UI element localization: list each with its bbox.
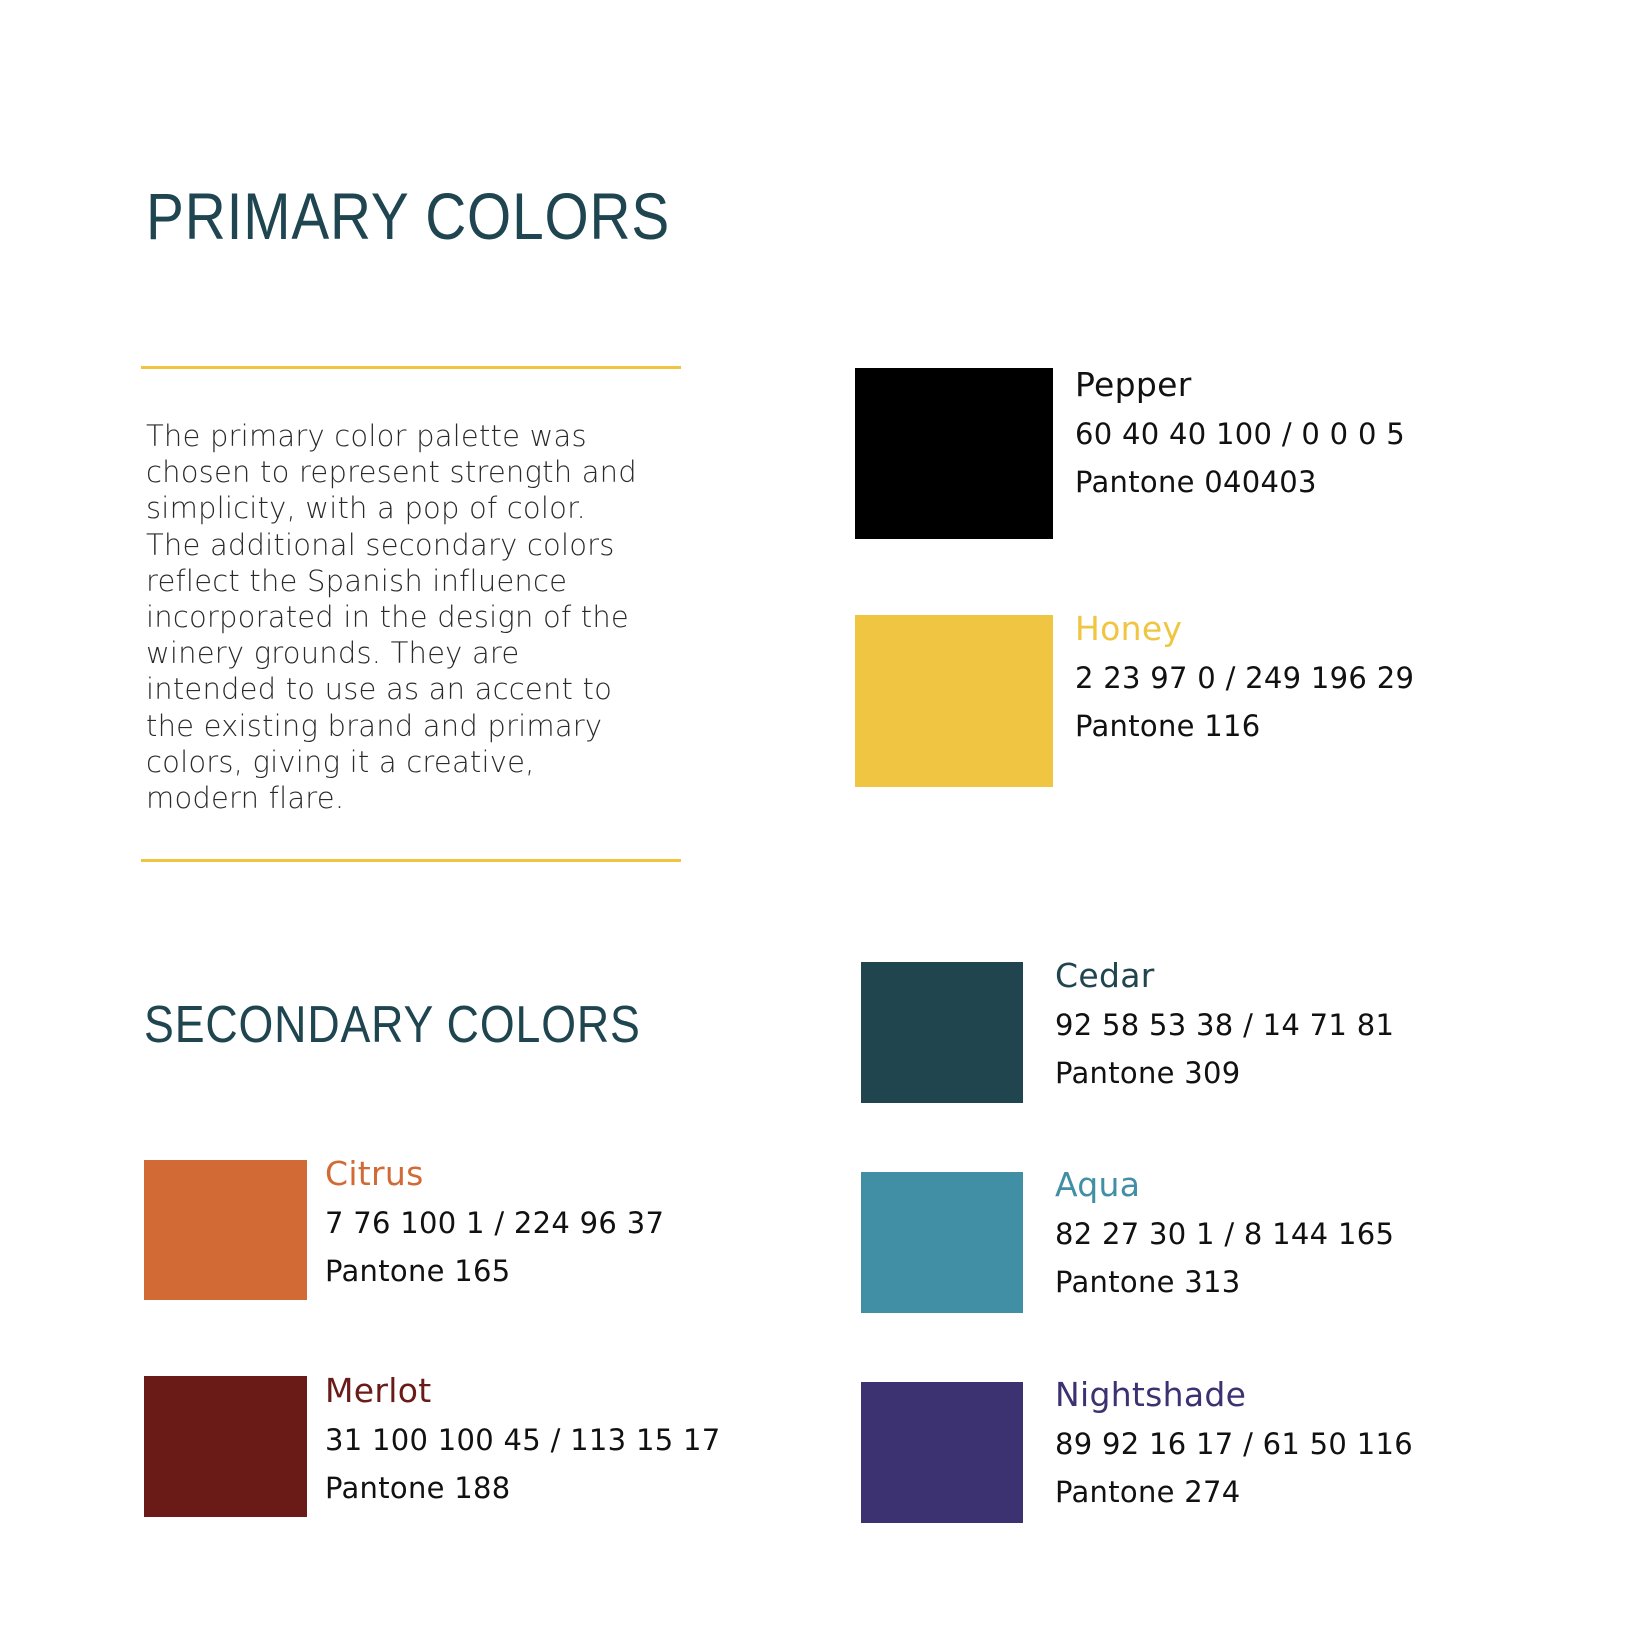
- color-codes-merlot: 31 100 100 45 / 113 15 17: [325, 1423, 721, 1457]
- pantone-honey: Pantone 116: [1075, 709, 1261, 743]
- color-codes-aqua: 82 27 30 1 / 8 144 165: [1055, 1217, 1395, 1251]
- pantone-citrus: Pantone 165: [325, 1254, 511, 1288]
- color-codes-citrus: 7 76 100 1 / 224 96 37: [325, 1206, 665, 1240]
- color-codes-nightshade: 89 92 16 17 / 61 50 116: [1055, 1427, 1413, 1461]
- color-info-honey: [1075, 610, 1414, 750]
- color-name-aqua: Aqua: [1055, 1165, 1141, 1204]
- top-accent-rule: [141, 366, 681, 369]
- color-name-honey: Honey: [1075, 609, 1183, 648]
- color-codes-honey: 2 23 97 0 / 249 196 29: [1075, 661, 1415, 695]
- palette-description: The primary color palette was chosen to represent strength and simplicity, with a pop of color. The additional secondary colors reflect the Spanish influence incorporated in the design of the winery grounds. They are intended to use as an accent to the existing brand and primary colors, giving it a creative, modern flare.: [146, 419, 637, 816]
- color-info-nightshade: [1055, 1376, 1413, 1516]
- bottom-accent-rule: [141, 859, 681, 862]
- swatch-merlot: [144, 1376, 307, 1517]
- swatch-cedar: [861, 962, 1023, 1103]
- color-codes-pepper: 60 40 40 100 / 0 0 0 5: [1075, 417, 1405, 451]
- swatch-nightshade: [861, 1382, 1023, 1523]
- pantone-pepper: Pantone 040403: [1075, 465, 1317, 499]
- swatch-aqua: [861, 1172, 1023, 1313]
- color-name-pepper: Pepper: [1075, 365, 1192, 404]
- pantone-cedar: Pantone 309: [1055, 1056, 1241, 1090]
- swatch-citrus: [144, 1160, 307, 1300]
- swatch-honey: [855, 615, 1053, 787]
- color-name-nightshade: Nightshade: [1055, 1375, 1247, 1414]
- primary-colors-heading: PRIMARY COLORS: [146, 179, 671, 253]
- color-name-citrus: Citrus: [325, 1154, 424, 1193]
- pantone-merlot: Pantone 188: [325, 1471, 511, 1505]
- swatch-pepper: [855, 368, 1053, 539]
- color-info-merlot: [325, 1372, 720, 1512]
- secondary-colors-heading: SECONDARY COLORS: [144, 996, 641, 1054]
- color-info-citrus: [325, 1155, 664, 1295]
- color-name-cedar: Cedar: [1055, 956, 1155, 995]
- pantone-aqua: Pantone 313: [1055, 1265, 1241, 1299]
- color-info-pepper: [1075, 366, 1405, 506]
- color-name-merlot: Merlot: [325, 1371, 432, 1410]
- pantone-nightshade: Pantone 274: [1055, 1475, 1241, 1509]
- color-codes-cedar: 92 58 53 38 / 14 71 81: [1055, 1008, 1395, 1042]
- color-info-aqua: [1055, 1166, 1394, 1306]
- color-info-cedar: [1055, 957, 1394, 1097]
